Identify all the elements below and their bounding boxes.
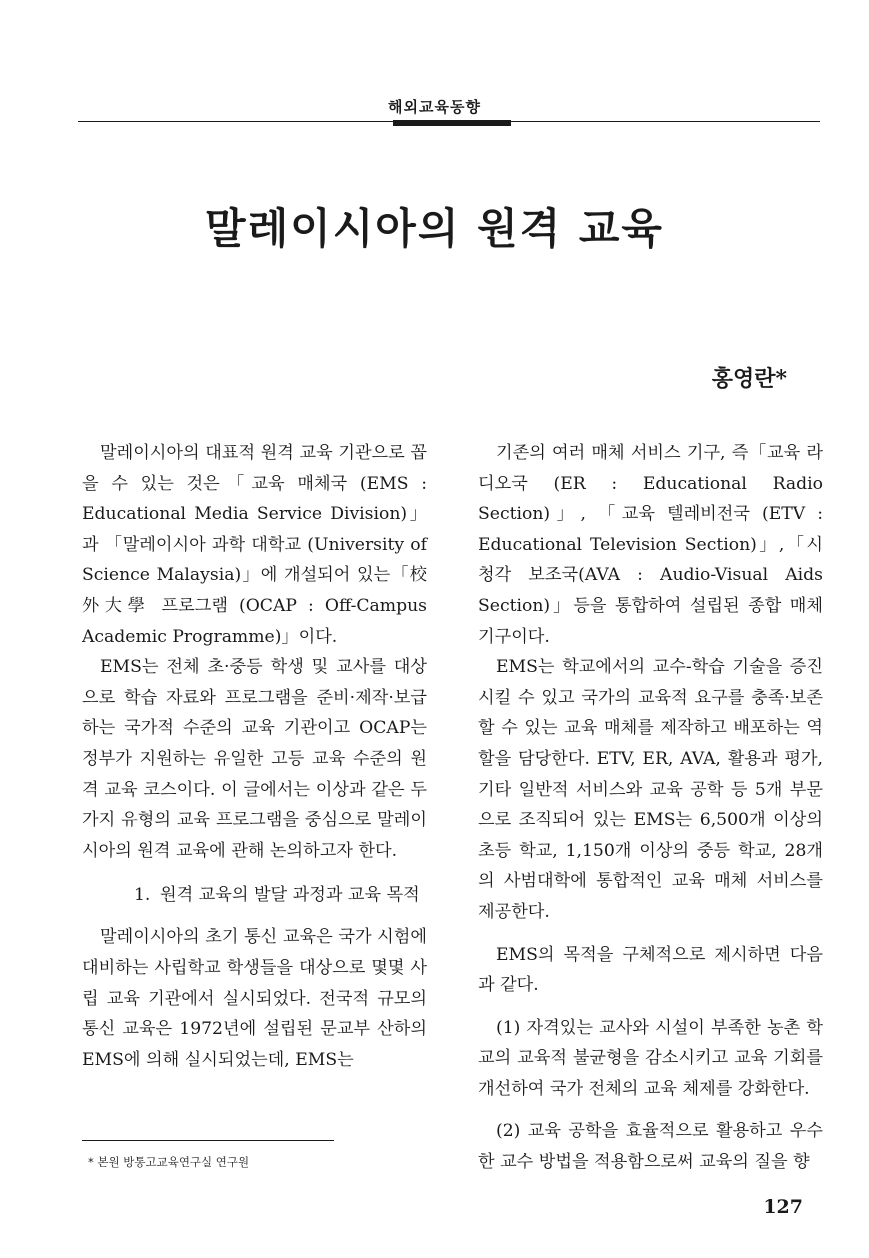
section-title: 원격 교육의 발달 과정과 교육 목적 [160, 885, 420, 906]
article-title: 말레이시아의 원격 교육 [205, 204, 664, 253]
section-heading [82, 880, 427, 910]
right-paragraph-2: EMS는 학교에서의 교수-학습 기술을 증진시킬 수 있고 국가의 교육적 요구를 충족·보존할 수 있는 교육 매체를 제작하고 배포하는 역할을 담당한다. ETV, ER, AVA, 활용과 평가, 기타 일반적 서비스와 교육 공학 등 5개 부문으로 조직되어 있는 EMS는 6,500개 이상의 초등 학교, 1,150개 이상의 중등 학교, 28개의 사범대학에 통합적인 교육 매체 서비스를 제공한다. [478, 657, 823, 922]
section-number: 1. [134, 885, 151, 906]
footnote: * 본원 방통고교육연구실 연구원 [88, 1155, 250, 1169]
section-header-label: 해외교육동향 [388, 98, 481, 116]
right-paragraph-1: 기존의 여러 매체 서비스 기구, 즉「교육 라디오국 (ER : Educational Radio Section)」, 「교육 텔레비전국 (ETV : Educational Television Section)」,「시청각 보조국(AVA : Audio-Visual Aids Section)」등을 통합하여 설립된 종합 매체 기구이다. [478, 443, 823, 647]
header-accent-bar [393, 120, 511, 126]
page-number: 127 [763, 1196, 803, 1218]
article-author: 홍영란* [711, 366, 787, 392]
left-paragraph-3: 말레이시아의 초기 통신 교육은 국가 시험에 대비하는 사립학교 학생들을 대상으로 몇몇 사립 교육 기관에서 실시되었다. 전국적 규모의 통신 교육은 1972년에 설립된 문교부 산하의 EMS에 의해 실시되었는데, EMS는 [82, 927, 427, 1070]
right-column [478, 438, 823, 1178]
left-paragraph-1: 말레이시아의 대표적 원격 교육 기관으로 꼽을 수 있는 것은「교육 매체국 (EMS : Educational Media Service Division)」과 「말레이시아 과학 대학교 (University of Science Malaysia)」에 개설되어 있는「校外大學 프로그램 (OCAP : Off-Campus Academic Programme)」이다. [82, 443, 427, 647]
left-column [82, 438, 427, 1075]
left-paragraph-2: EMS는 전체 초·중등 학생 및 교사를 대상으로 학습 자료와 프로그램을 준비·제작·보급하는 국가적 수준의 교육 기관이고 OCAP는 정부가 지원하는 유일한 고등 교육 수준의 원격 교육 코스이다. 이 글에서는 이상과 같은 두가지 유형의 교육 프로그램을 중심으로 말레이시아의 원격 교육에 관해 논의하고자 한다. [82, 657, 427, 861]
right-paragraph-4: (1) 자격있는 교사와 시설이 부족한 농촌 학교의 교육적 불균형을 감소시키고 교육 기회를 개선하여 국가 전체의 교육 체제를 강화한다. [478, 1017, 823, 1099]
right-paragraph-3: EMS의 목적을 구체적으로 제시하면 다음과 같다. [478, 944, 823, 996]
footnote-rule [82, 1140, 334, 1141]
right-paragraph-5: (2) 교육 공학을 효율적으로 활용하고 우수한 교수 방법을 적용함으로써 교육의 질을 향 [478, 1121, 823, 1173]
